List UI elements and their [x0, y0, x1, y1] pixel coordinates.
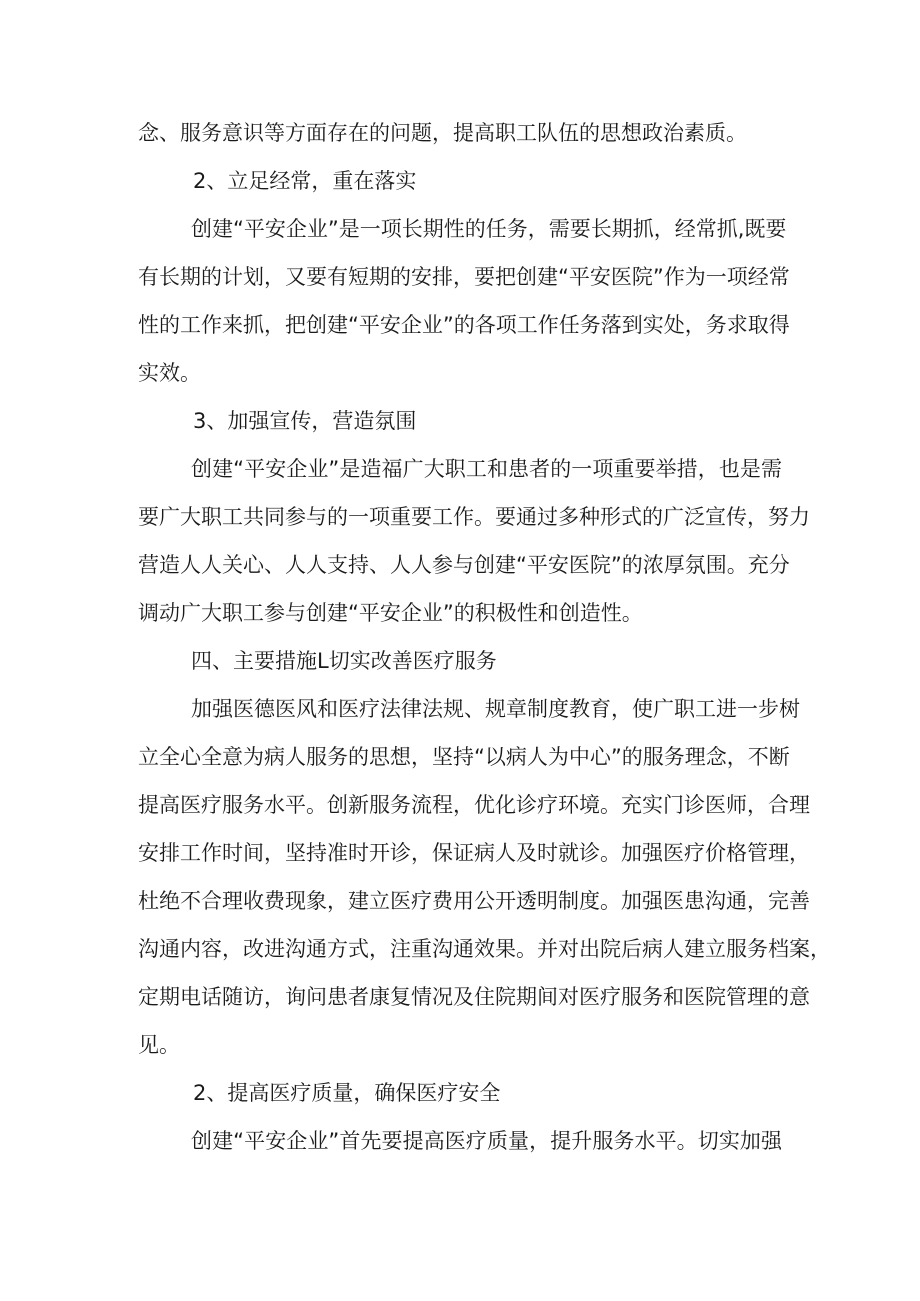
paragraph-line: 安排工作时间，坚持准时开诊，保证病人及时就诊。加强医疗价格管理， [138, 841, 810, 865]
section-heading: 3、加强宣传，营造氛围 [193, 409, 417, 433]
paragraph-line: 定期电话随访，询问患者康复情况及住院期间对医疗服务和医院管理的意 [138, 985, 810, 1009]
paragraph-line: 营造人人关心、人人支持、人人参与创建“平安医院”的浓厚氛围。充分 [138, 553, 790, 577]
paragraph-line: 加强医德医风和医疗法律法规、规章制度教育，使广职工进一步树 [191, 697, 800, 721]
section-heading: 2、提高医疗质量，确保医疗安全 [193, 1081, 501, 1105]
paragraph-line: 立全心全意为病人服务的思想，坚持“以病人为中心”的服务理念，不断 [138, 745, 790, 769]
paragraph-line: 念、服务意识等方面存在的问题，提高职工队伍的思想政治素质。 [138, 121, 747, 145]
paragraph-line: 调动广大职工参与创建“平安企业”的积极性和创造性。 [138, 601, 643, 625]
paragraph-line: 有长期的计划，又要有短期的安排，要把创建“平安医院”作为一项经常 [138, 265, 790, 289]
section-heading: 2、立足经常，重在落实 [193, 169, 417, 193]
paragraph-line: 创建“平安企业”首先要提高医疗质量，提升服务水平。切实加强 [191, 1129, 782, 1153]
paragraph-line: 沟通内容，改进沟通方式，注重沟通效果。并对出院后病人建立服务档案， [138, 937, 831, 961]
paragraph-line: 杜绝不合理收费现象，建立医疗费用公开透明制度。加强医患沟通，完善 [138, 889, 810, 913]
paragraph-line: 性的工作来抓，把创建“平安企业”的各项工作任务落到实处，务求取得 [138, 313, 790, 337]
paragraph-line: 要广大职工共同参与的一项重要工作。要通过多种形式的广泛宣传，努力 [138, 505, 810, 529]
paragraph-line: 创建“平安企业”是造福广大职工和患者的一项重要举措，也是需 [191, 457, 782, 481]
paragraph-line: 见。 [138, 1033, 180, 1057]
paragraph-line: 创建“平安企业”是一项长期性的任务，需要长期抓，经常抓,既要 [191, 217, 787, 241]
paragraph-line: 实效。 [138, 361, 201, 385]
section-heading: 四、主要措施L切实改善医疗服务 [191, 649, 497, 673]
paragraph-line: 提高医疗服务水平。创新服务流程，优化诊疗环境。充实门诊医师，合理 [138, 793, 810, 817]
